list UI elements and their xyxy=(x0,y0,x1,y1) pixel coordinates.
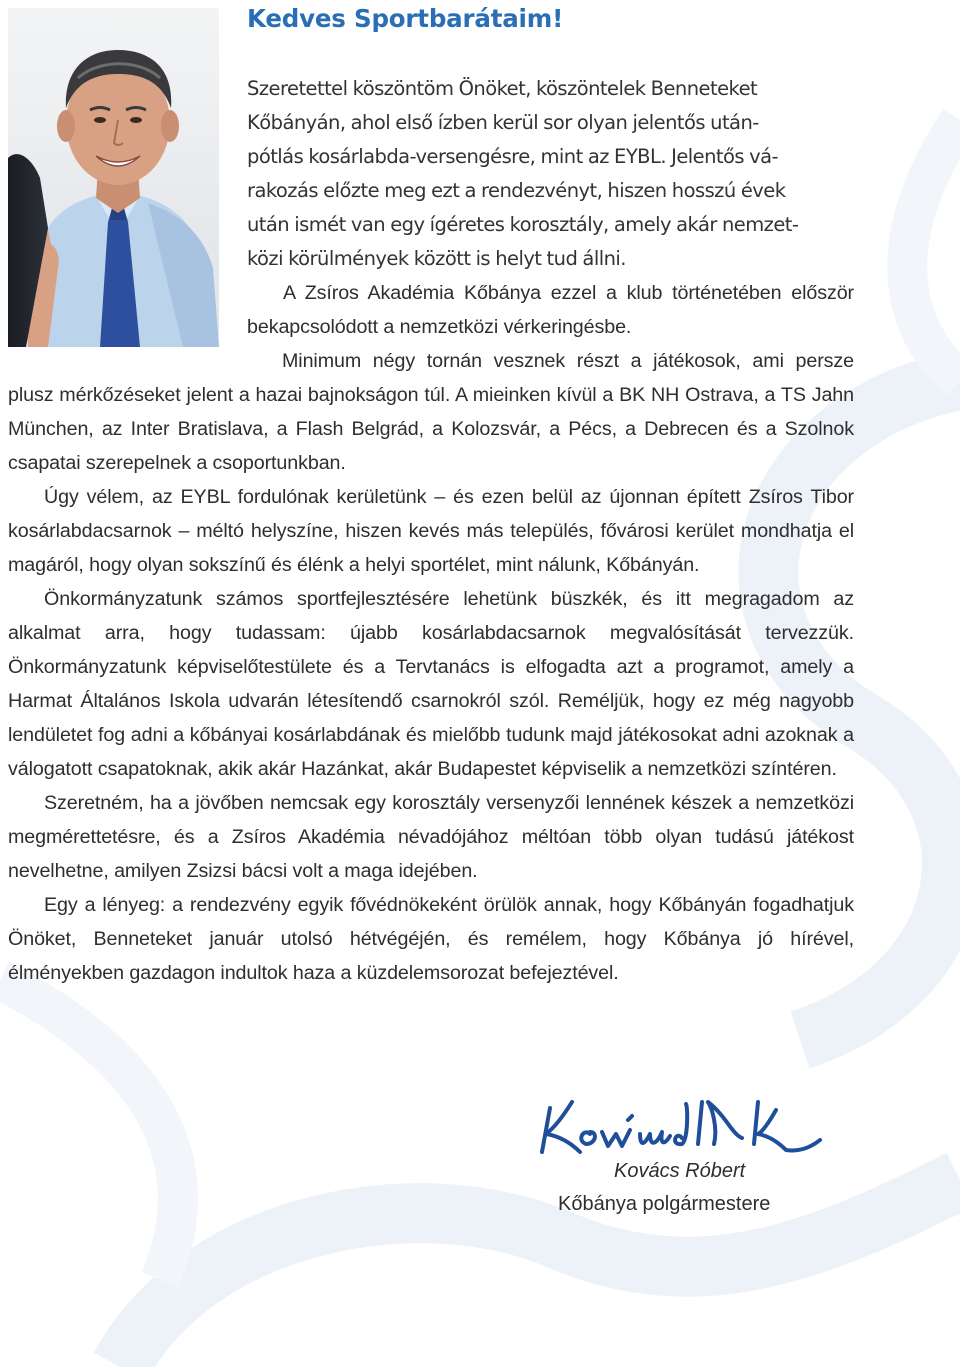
letter-title: Kedves Sportbarátaim! xyxy=(247,4,564,33)
signer-name: Kovács Róbert xyxy=(614,1160,746,1182)
intro-line: pótlás kosárlabda-versengésre, mint az EYBL. Jelentős vá- xyxy=(247,145,779,168)
paragraph: A Zsíros Akadémia Kőbánya ezzel a klub történetében először bekapcsolódott a nemzetközi vérkeringésbe. xyxy=(247,282,854,338)
paragraph: Önkormányzatunk számos sportfejlesztésére lehetünk büszkék, és itt megragadom az alkalmat arra, hogy tudassam: újabb kosárlabdacsarnok megvalósítását tervezzük. Önkormányzatunk képviselőtestülete és a Tervtanács is elfogadta azt a programot, amely a Harmat Általános Iskola udvarán létesítendő csarnokról szól. Reméljük, hogy ez még nagyobb lendületet fog adni a kőbányai kosárlabdának és mielőbb tudunk majd játékosokat adni azoknak a válogatott csapatoknak, akik akár Hazánkat, akár Budapestet képviselik a nemzetközi színtéren. xyxy=(8,588,854,780)
paragraph: Minimum négy tornán vesznek részt a játékosok, ami persze plusz mérkőzéseket jelent a hazai bajnokságon túl. A mieinken kívül a BK NH Ostrava, a TS Jahn München, az Inter Bratislava, a Flash Belgrád, a Kolozsvár, a Pécs, a Debrecen és a Szolnok csapatai szerepelnek a csoportunkban. xyxy=(8,350,854,474)
intro-line: Szeretettel köszöntöm Önöket, köszöntelek Benneteket xyxy=(247,77,758,100)
paragraph: Úgy vélem, az EYBL fordulónak kerületünk – és ezen belül az újonnan épített Zsíros Tibor kosárlabdacsarnok – méltó helyszíne, hiszen kevés más település, fővárosi kerület mondhatja el magáról, hogy olyan sokszínű és élénk a helyi sportélet, mint nálunk, Kőbányán. xyxy=(8,486,854,576)
signer-title: Kőbánya polgármestere xyxy=(558,1193,771,1215)
handwritten-signature xyxy=(536,1088,826,1164)
intro-line: Kőbányán, ahol első ízben kerül sor olyan jelentős után- xyxy=(247,111,759,134)
paragraph: Egy a lényeg: a rendezvény egyik fővédnökeként örülök annak, hogy Kőbányán fogadhatjuk Önöket, Benneteket január utolsó hétvégéjén, és remélem, hogy Kőbánya jó hírével, élményekben gazdagon indultok haza a küzdelemsorozat befejeztével. xyxy=(8,894,854,984)
letter-body xyxy=(8,276,854,990)
intro-line: rakozás előzte meg ezt a rendezvényt, hiszen hosszú évek xyxy=(247,179,786,202)
intro-line: után ismét van egy ígéretes korosztály, amely akár nemzet- xyxy=(247,213,799,236)
intro-line: közi körülmények között is helyt tud állni. xyxy=(247,247,626,270)
paragraph: Szeretném, ha a jövőben nemcsak egy korosztály versenyzői lennének készek a nemzetközi megmérettetésre, és a Zsíros Akadémia névadójához méltóan több olyan tudású játékost nevelhetne, amilyen Zsizsi bácsi volt a maga idejében. xyxy=(8,792,854,882)
intro-text xyxy=(247,72,853,276)
